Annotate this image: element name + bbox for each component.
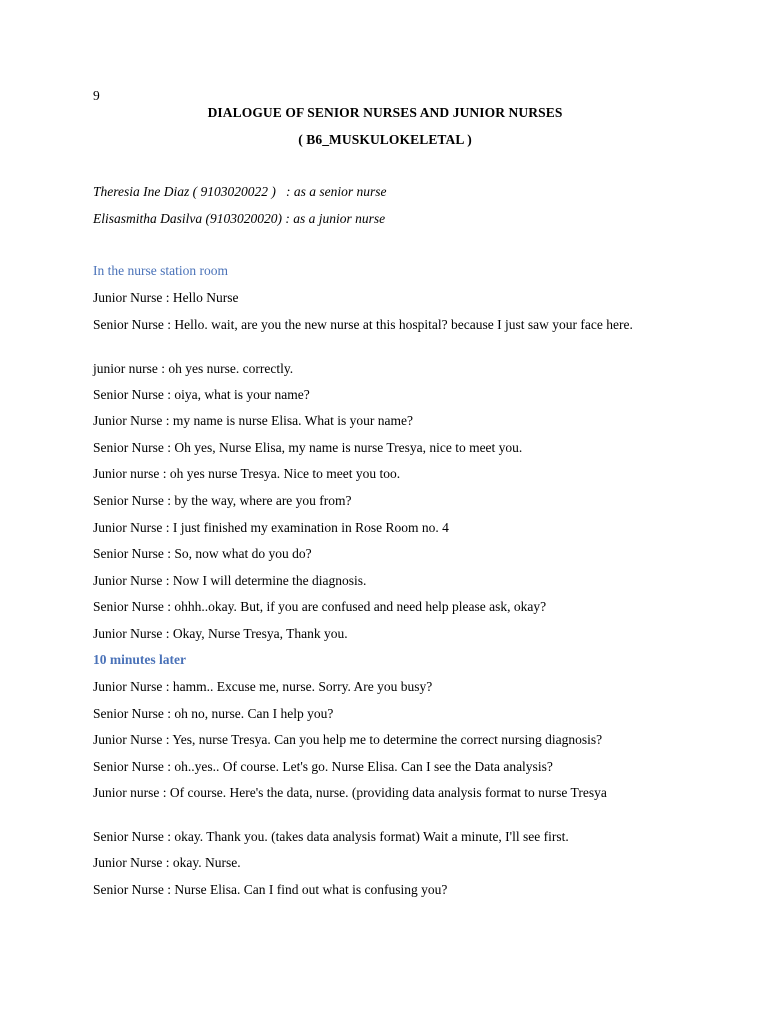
dialogue-line: Junior Nurse : Now I will determine the diagnosis.: [93, 573, 367, 588]
dialogue-line: Senior Nurse : oiya, what is your name?: [93, 387, 310, 402]
dialogue-line: Senior Nurse : by the way, where are you from?: [93, 493, 352, 508]
dialogue-line: Senior Nurse : oh..yes.. Of course. Let's go. Nurse Elisa. Can I see the Data analysis?: [93, 759, 553, 774]
page-number: 9: [93, 88, 100, 103]
dialogue-line: Junior Nurse : Yes, nurse Tresya. Can you help me to determine the correct nursing diagnosis?: [93, 732, 603, 747]
dialogue-line: Senior Nurse : Nurse Elisa. Can I find out what is confusing you?: [93, 882, 448, 897]
dialogue-line: Senior Nurse : okay. Thank you. (takes data analysis format) Wait a minute, I'll see first.: [93, 829, 569, 844]
dialogue-line: Junior Nurse : my name is nurse Elisa. What is your name?: [93, 413, 413, 428]
dialogue-line: Senior Nurse : oh no, nurse. Can I help you?: [93, 706, 334, 721]
dialogue-line: Junior Nurse : Okay, Nurse Tresya, Thank you.: [93, 626, 348, 641]
dialogue-line: Junior Nurse : hamm.. Excuse me, nurse. Sorry. Are you busy?: [93, 679, 433, 694]
document-subtitle: ( B6_MUSKULOKELETAL ): [298, 132, 472, 147]
cast-senior-nurse: Theresia Ine Diaz ( 9103020022 ) : as a senior nurse: [93, 184, 387, 199]
dialogue-line: Senior Nurse : ohhh..okay. But, if you are confused and need help please ask, okay?: [93, 599, 547, 614]
dialogue-line: Senior Nurse : So, now what do you do?: [93, 546, 312, 561]
section-heading-nurse-station: In the nurse station room: [93, 263, 228, 278]
dialogue-line: Junior Nurse : okay. Nurse.: [93, 855, 241, 870]
dialogue-line: Senior Nurse : Oh yes, Nurse Elisa, my name is nurse Tresya, nice to meet you.: [93, 440, 523, 455]
document-title: DIALOGUE OF SENIOR NURSES AND JUNIOR NURSES: [207, 105, 563, 120]
section-heading-10-minutes-later: 10 minutes later: [93, 652, 186, 667]
dialogue-line: Junior Nurse : Hello Nurse: [93, 290, 239, 305]
dialogue-line: junior nurse : oh yes nurse. correctly.: [93, 361, 294, 376]
dialogue-line: Senior Nurse : Hello. wait, are you the new nurse at this hospital? because I just saw your face here.: [93, 317, 633, 332]
dialogue-line: Junior nurse : oh yes nurse Tresya. Nice to meet you too.: [93, 466, 401, 481]
dialogue-line: Junior nurse : Of course. Here's the data, nurse. (providing data analysis format to nurse Tresya: [93, 785, 607, 800]
cast-junior-nurse: Elisasmitha Dasilva (9103020020) : as a junior nurse: [93, 211, 386, 226]
dialogue-line: Junior Nurse : I just finished my examination in Rose Room no. 4: [93, 520, 449, 535]
